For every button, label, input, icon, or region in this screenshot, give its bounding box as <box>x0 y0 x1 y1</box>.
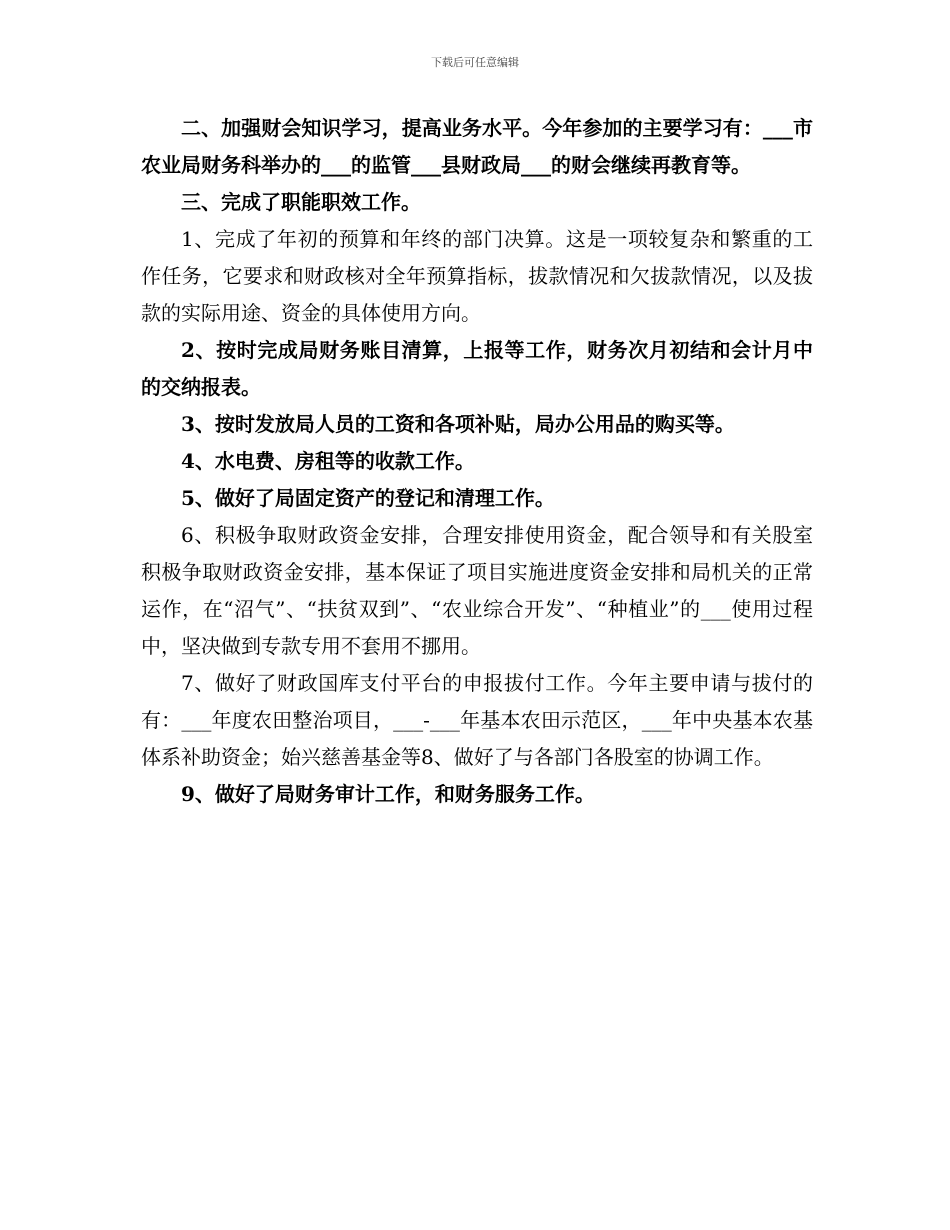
paragraph-item-5: 5、做好了局固定资产的登记和清理工作。 <box>181 486 555 510</box>
paragraph-item-9: 9、做好了局财务审计工作，和财务服务工作。 <box>181 782 595 806</box>
paragraph-item-2: 2、按时完成局财务账目清算，上报等工作，财务次月初结和会计月中的交纳报表。 <box>141 338 813 399</box>
paragraph-item-4: 4、水电费、房租等的收款工作。 <box>181 449 475 473</box>
paragraph-item-3: 3、按时发放局人员的工资和各项补贴，局办公用品的购买等。 <box>181 412 735 436</box>
paragraph-item-6: 6、积极争取财政资金安排，合理安排使用资金，配合领导和有关股室积极争取财政资金安排，基本保证了项目实施进度资金安排和局机关的正常运作，在“沼气”、“扶贫双到”、“农业综合开发”、“种植业”的___使用过程中，坚决做到专款专用不套用不挪用。 <box>141 523 813 658</box>
paragraph-section-3: 三、完成了职能职效工作。 <box>181 190 421 214</box>
paragraph-section-2: 二、加强财会知识学习，提高业务水平。今年参加的主要学习有：___市农业局财务科举办的___的监管___县财政局___的财会继续再教育等。 <box>141 116 813 177</box>
paragraph-item-7: 7、做好了财政国库支付平台的申报拔付工作。今年主要申请与拔付的有：___年度农田整治项目，___-___年基本农田示范区，___年中央基本农基体系补助资金；始兴慈善基金等8、做好了与各部门各股室的协调工作。 <box>141 671 813 769</box>
document-body <box>141 110 813 813</box>
paragraph-item-1: 1、完成了年初的预算和年终的部门决算。这是一项较复杂和繁重的工作任务，它要求和财政核对全年预算指标，拔款情况和欠拔款情况，以及拔款的实际用途、资金的具体使用方向。 <box>141 227 813 325</box>
header-note: 下载后可任意编辑 <box>431 56 519 69</box>
